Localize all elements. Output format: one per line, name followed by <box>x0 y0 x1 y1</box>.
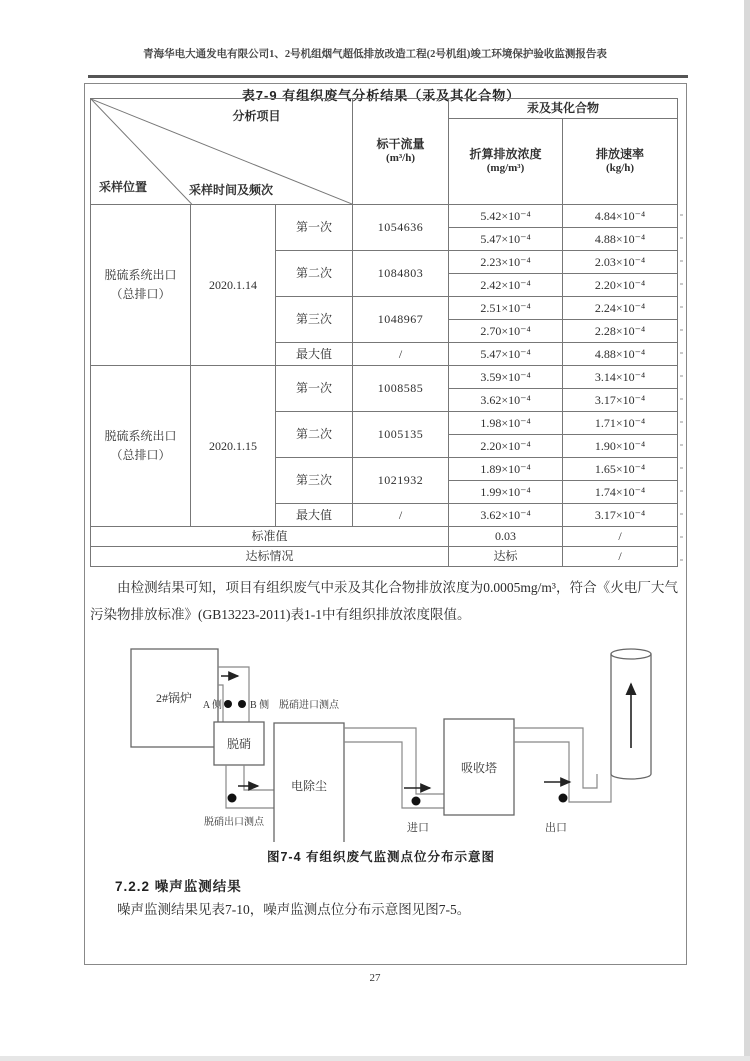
group-header-mercury: 汞及其化合物 <box>449 99 678 119</box>
run-label-cell: 第一次 <box>276 366 353 412</box>
outlet-point-dot <box>559 794 568 803</box>
denit-outlet-point-label: 脱硝出口测点 <box>204 817 264 828</box>
rate-cell: 4.88×10⁻⁴ <box>563 228 678 251</box>
flow-cell: 1021932 <box>353 458 449 504</box>
analysis-results-table <box>90 98 678 567</box>
document-header: 青海华电大通发电有限公司1、2号机组烟气超低排放改造工程(2号机组)竣工环境保护验收监测报告表 <box>143 49 607 60</box>
rate-cell: 3.17×10⁻⁴ <box>563 389 678 412</box>
rate-cell: 2.03×10⁻⁴ <box>563 251 678 274</box>
standard-value-label-cell: 标准值 <box>91 527 449 547</box>
rate-cell: 2.28×10⁻⁴ <box>563 320 678 343</box>
run-label-cell: 第一次 <box>276 205 353 251</box>
duct-wall <box>514 742 611 802</box>
rate-cell: 2.24×10⁻⁴ <box>563 297 678 320</box>
run-label-cell: 第二次 <box>276 412 353 458</box>
table-row <box>91 527 678 547</box>
compliance-value-cell: 达标 <box>449 547 563 567</box>
rate-cell: 1.71×10⁻⁴ <box>563 412 678 435</box>
rate-cell: 4.88×10⁻⁴ <box>563 343 678 366</box>
table-row <box>91 205 678 228</box>
conc-cell: 2.42×10⁻⁴ <box>449 274 563 297</box>
compliance-rate-cell: / <box>563 547 678 567</box>
rate-cell: 3.14×10⁻⁴ <box>563 366 678 389</box>
rate-cell: 1.65×10⁻⁴ <box>563 458 678 481</box>
monitoring-point-b-dot <box>238 700 246 708</box>
rate-cell: 1.74×10⁻⁴ <box>563 481 678 504</box>
date-cell: 2020.1.14 <box>191 205 276 366</box>
chimney-top <box>611 649 651 659</box>
scan-artifact-marks <box>680 214 683 564</box>
flow-column-header: 标干流量 (m³/h) <box>353 99 449 205</box>
conc-cell: 2.51×10⁻⁴ <box>449 297 563 320</box>
flow-cell: / <box>353 504 449 527</box>
content-frame <box>84 83 687 965</box>
conc-cell: 2.70×10⁻⁴ <box>449 320 563 343</box>
conc-cell: 1.99×10⁻⁴ <box>449 481 563 504</box>
flow-cell: 1054636 <box>353 205 449 251</box>
rate-cell: 4.84×10⁻⁴ <box>563 205 678 228</box>
conc-cell: 3.59×10⁻⁴ <box>449 366 563 389</box>
duct-wall <box>514 728 597 788</box>
denitration-label: 脱硝 <box>226 737 252 751</box>
run-label-cell: 第三次 <box>276 458 353 504</box>
flow-cell: / <box>353 343 449 366</box>
duct-wall <box>344 742 444 808</box>
corner-label-sample-time: 采样时间及频次 <box>189 183 274 197</box>
section-heading: 7.2.2 噪声监测结果 <box>115 879 242 894</box>
result-paragraph: 由检测结果可知，项目有组织废气中汞及其化合物排放浓度为0.0005mg/m³，符合《火电厂大气污染物排放标准》(GB13223-2011)表1-1中有组织排放浓度限值。 <box>90 580 678 622</box>
scan-edge <box>744 0 750 1061</box>
side-b-label: B 侧 <box>250 700 270 711</box>
conc-cell: 5.47×10⁻⁴ <box>449 343 563 366</box>
conc-cell: 5.47×10⁻⁴ <box>449 228 563 251</box>
table-title: 表7-9 有组织废气分析结果（汞及其化合物） <box>241 88 521 103</box>
date-cell: 2020.1.15 <box>191 366 276 527</box>
table-row <box>91 366 678 389</box>
standard-rate-cell: / <box>563 527 678 547</box>
max-label-cell: 最大值 <box>276 504 353 527</box>
conc-cell: 1.89×10⁻⁴ <box>449 458 563 481</box>
table-row <box>91 547 678 567</box>
denit-inlet-point-label: 脱硝进口测点 <box>279 700 339 711</box>
compliance-label-cell: 达标情况 <box>91 547 449 567</box>
flow-cell: 1005135 <box>353 412 449 458</box>
flow-cell: 1084803 <box>353 251 449 297</box>
rate-cell: 3.17×10⁻⁴ <box>563 504 678 527</box>
absorption-tower-label: 吸收塔 <box>460 761 498 775</box>
conc-cell: 5.42×10⁻⁴ <box>449 205 563 228</box>
location-cell: 脱硫系统出口 （总排口） <box>91 366 191 527</box>
corner-label-sample-location: 采样位置 <box>99 180 148 194</box>
corner-header-cell <box>91 99 353 205</box>
location-cell: 脱硫系统出口 （总排口） <box>91 205 191 366</box>
flow-cell: 1008585 <box>353 366 449 412</box>
conc-cell: 3.62×10⁻⁴ <box>449 504 563 527</box>
monitoring-points-diagram <box>86 640 686 842</box>
conc-cell: 3.62×10⁻⁴ <box>449 389 563 412</box>
conc-cell: 2.20×10⁻⁴ <box>449 435 563 458</box>
standard-value-cell: 0.03 <box>449 527 563 547</box>
outlet-label: 出口 <box>545 822 567 834</box>
noise-paragraph: 噪声监测结果见表7-10，噪声监测点位分布示意图见图7-5。 <box>117 902 471 917</box>
scan-edge <box>0 1056 750 1061</box>
header-rule <box>88 75 688 78</box>
figure-caption: 图7-4 有组织废气监测点位分布示意图 <box>266 850 496 864</box>
run-label-cell: 第二次 <box>276 251 353 297</box>
flow-cell: 1048967 <box>353 297 449 343</box>
inlet-label: 进口 <box>407 822 429 834</box>
duct-wall <box>344 728 444 794</box>
side-a-label: A 侧 <box>202 700 222 711</box>
inlet-point-dot <box>412 797 421 806</box>
rate-cell: 1.90×10⁻⁴ <box>563 435 678 458</box>
boiler-label: 2#锅炉 <box>155 691 193 705</box>
max-label-cell: 最大值 <box>276 343 353 366</box>
rate-column-header: 排放速率 (kg/h) <box>563 119 678 205</box>
corner-label-analysis-item: 分析项目 <box>232 109 281 123</box>
conc-cell: 2.23×10⁻⁴ <box>449 251 563 274</box>
concentration-column-header: 折算排放浓度 (mg/m³) <box>449 119 563 205</box>
denit-outlet-point-dot <box>228 794 237 803</box>
run-label-cell: 第三次 <box>276 297 353 343</box>
rate-cell: 2.20×10⁻⁴ <box>563 274 678 297</box>
monitoring-point-a-dot <box>224 700 232 708</box>
esp-label: 电除尘 <box>290 779 328 793</box>
page-number: 27 <box>369 972 381 984</box>
conc-cell: 1.98×10⁻⁴ <box>449 412 563 435</box>
